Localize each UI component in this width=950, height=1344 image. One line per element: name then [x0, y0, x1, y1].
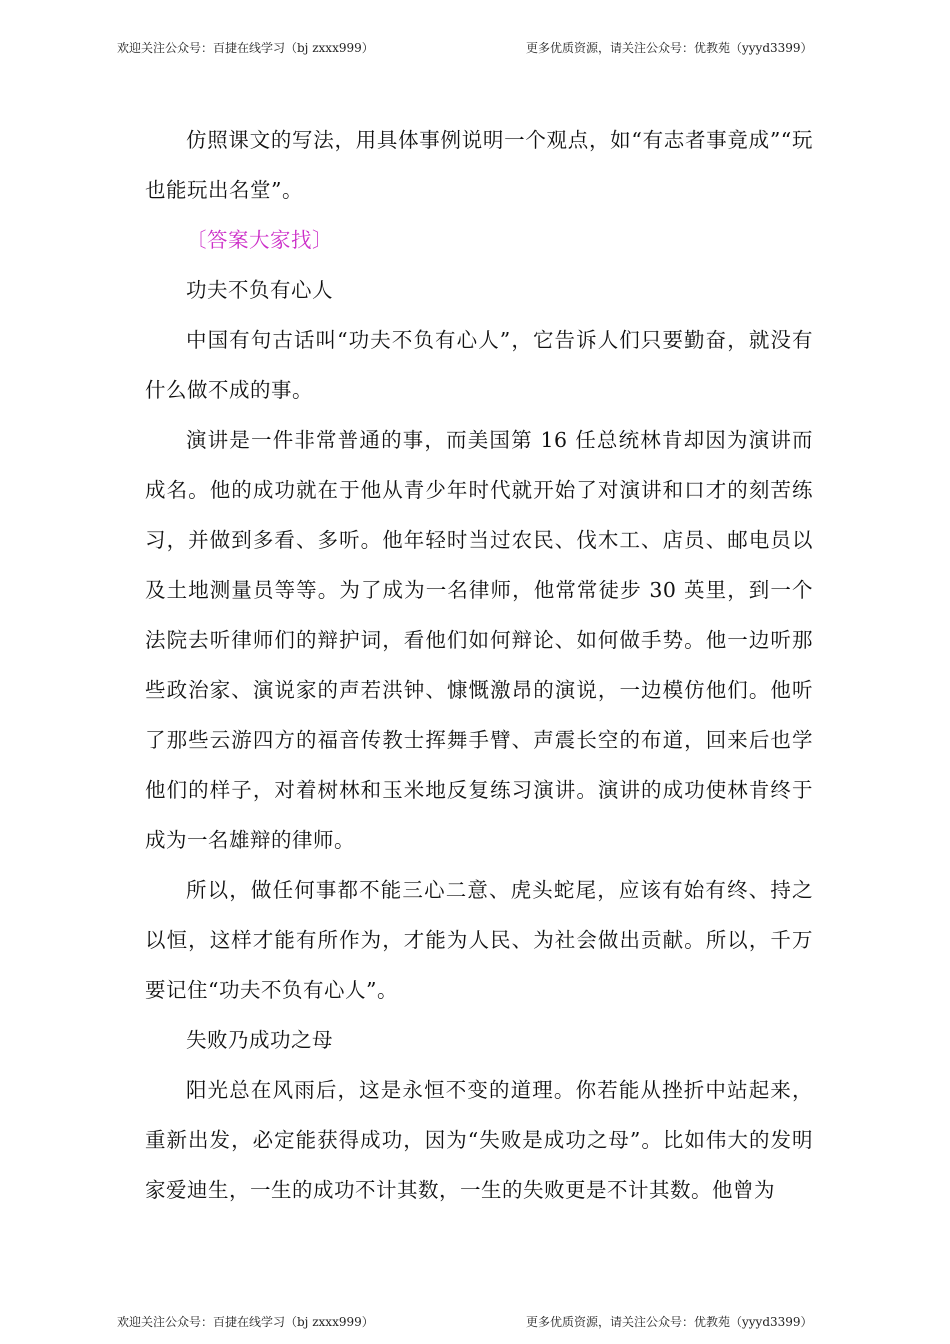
header-left-text: 欢迎关注公众号：百捷在线学习（bj zxxx999） [117, 41, 374, 55]
footer-left-text: 欢迎关注公众号：百捷在线学习（bj zxxx999） [117, 1315, 374, 1329]
document-body [145, 115, 813, 1215]
essay1-paragraph: 所以，做任何事都不能三心二意、虎头蛇尾，应该有始有终、持之以恒，这样才能有所作为，才能为人民、为社会做出贡献。所以，千万要记住“功夫不负有心人”。 [145, 878, 813, 1002]
essay1-paragraph: 演讲是一件非常普通的事，而美国第 16 任总统林肯却因为演讲而成名。他的成功就在于他从青少年时代就开始了对演讲和口才的刻苦练习，并做到多看、多听。他年轻时当过农民、伐木工、店员、邮电员以及土地测量员等等。为了成为一名律师，他常常徒步 30 英里，到一个法院去听律师们的辩护词，看他们如何辩论、如何做手势。他一边听那些政治家、演说家的声若洪钟、慷慨激昂的演说，一边模仿他们。他听了那些云游四方的福音传教士挥舞手臂、声震长空的布道，回来后也学他们的样子，对着树林和玉米地反复练习演讲。演讲的成功使林肯终于成为一名雄辩的律师。 [145, 428, 813, 852]
essay2-title: 失败乃成功之母 [186, 1028, 333, 1052]
essay1-title: 功夫不负有心人 [186, 278, 333, 302]
header-right-text: 更多优质资源，请关注公众号：优教苑（yyyd3399） [526, 41, 813, 55]
essay1-paragraph: 中国有句古话叫“功夫不负有心人”，它告诉人们只要勤奋，就没有什么做不成的事。 [145, 328, 813, 402]
exercise-prompt: 仿照课文的写法，用具体事例说明一个观点，如“有志者事竟成”“玩也能玩出名堂”。 [145, 128, 813, 202]
page-footer [0, 1312, 950, 1332]
essay2-paragraph: 阳光总在风雨后，这是永恒不变的道理。你若能从挫折中站起来，重新出发，必定能获得成功，因为“失败是成功之母”。比如伟大的发明家爱迪生，一生的成功不计其数，一生的失败更是不计其数。他曾为 [145, 1078, 813, 1202]
footer-right-text: 更多优质资源，请关注公众号：优教苑（yyyd3399） [526, 1315, 813, 1329]
page-header [0, 38, 950, 58]
answer-label: 〔答案大家找〕 [186, 228, 333, 252]
